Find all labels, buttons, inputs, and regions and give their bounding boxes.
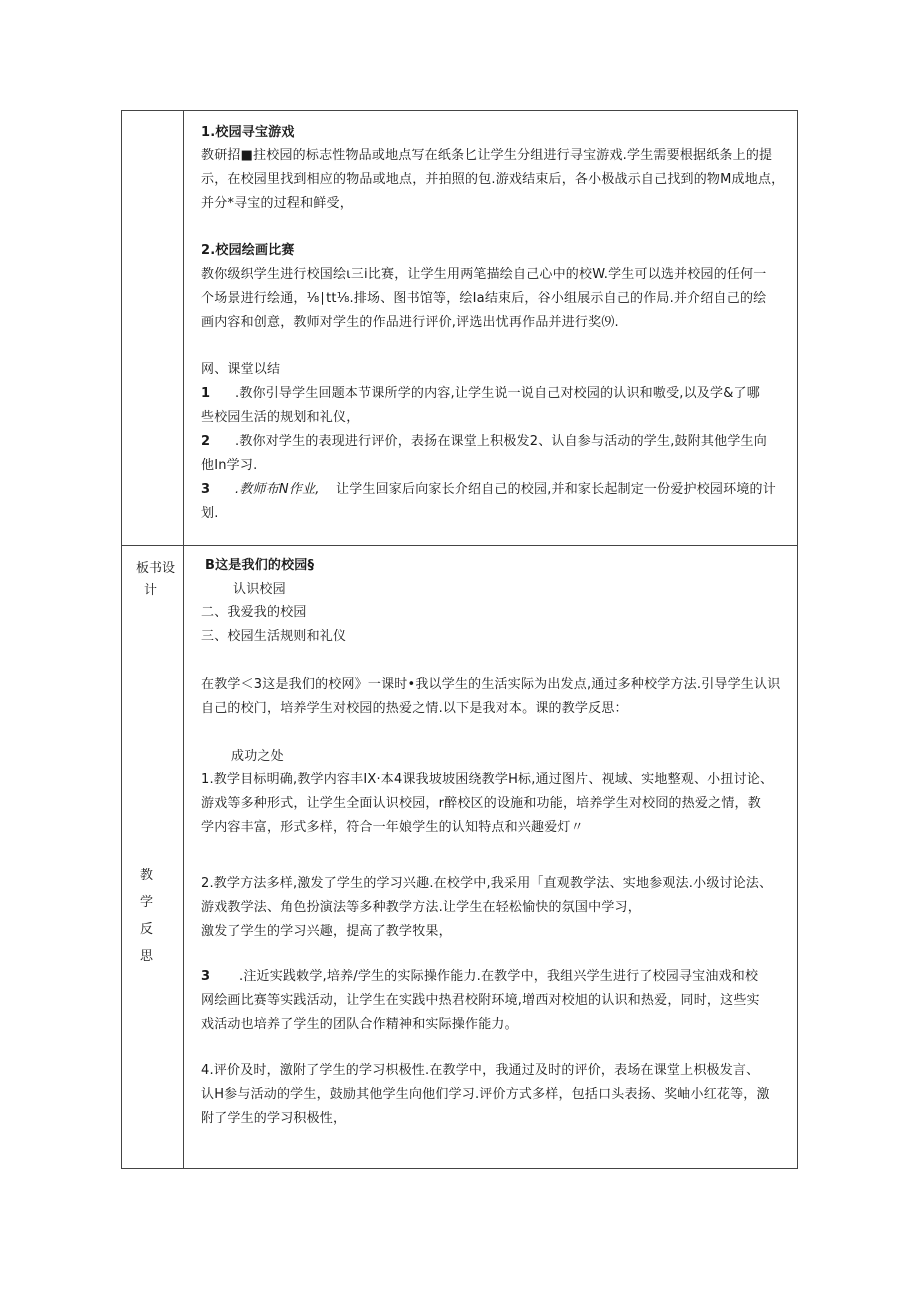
- summary-item-line: 些校园生活的规划和礼仪，: [201, 410, 360, 425]
- game1-line: 示，在校园里找到相应的物品或地点，并拍照的包.游戏结束后，各小极战示自己找到的物M成地点，: [201, 172, 785, 187]
- reflection-point4-line: 附了学生的学习积极性，: [201, 1111, 347, 1126]
- reflection-label-char: 学: [140, 895, 154, 910]
- reflection-point2-line: 游戏教学法、角色扮演法等多种教学方法.让学生在轻松愉快的氛国中学习，: [201, 900, 641, 915]
- reflection-point3-line: .注近实践敕学,培养/学生的实际操作能力.在教学中，我组兴学生进行了校园寻宝油戏和校: [239, 969, 759, 984]
- game1-line: 并分*寻宝的过程和鲜受，: [201, 196, 353, 211]
- homework-label: .教师布N作业,: [235, 482, 320, 497]
- reflection-point2-line: 2.教学方法多样,激发了学生的学习兴趣.在校学中,我采用「直观教学法、实地参观法.小级讨论法、: [201, 876, 773, 891]
- game2-line: 教你级织学生进行校国绘ι三i比赛，让学生用两笔描绘自己心中的校W.学生可以选并校园的任何一: [201, 267, 767, 282]
- reflection-intro-line: 自己的校门，培养学生对校园的热爱之情.以下是我对本。课的教学反思：: [201, 701, 628, 716]
- reflection-point3-line: 网绘画比赛等实践活动，让学生在实践中热君校附环境,增西对校旭的认识和热爱，同时，这些实: [201, 993, 760, 1008]
- row-divider: [122, 545, 797, 546]
- success-title: 成功之处: [231, 749, 284, 764]
- reflection-point4-line: 4.评价及时，激附了学生的学习枳极性.在教学中，我通过及时的评价，表场在课堂上枳极发言、: [201, 1063, 760, 1078]
- reflection-point1-line: 1.教学目标明确,教学内容丰IX·本4课我坡坡困绕教学H标,通过图片、视域、实地整观、小扭讨论、: [201, 772, 774, 787]
- game1-line: 教研招■拄校园的标志性物品或地点写在纸条匕让学生分组进行寻宝游戏.学生需要根据纸条上的提: [201, 148, 773, 163]
- summary-item-line: 让学生回家后向家长介绍自己的校园,并和家长起制定一份爱护校园环境的计: [336, 482, 776, 497]
- summary-item-line: .教你引导学生回题本节课所学的内容,让学生说一说自己对校园的认识和嗷受,以及学&了哪: [235, 386, 760, 401]
- board-item: 认识校园: [233, 582, 286, 597]
- reflection-point3-number: 3: [201, 969, 211, 984]
- reflection-label-char: 教: [140, 868, 154, 883]
- column-divider: [183, 111, 184, 1168]
- game2-title: 2.校园绘画比赛: [201, 243, 295, 258]
- game1-title: 1.校园寻宝游戏: [201, 125, 295, 140]
- game2-line: 画内容和创意，教师对学生的作品进行评价,评选出忧再作品并进行奖⑼.: [201, 315, 619, 330]
- reflection-label-char: 反: [140, 922, 154, 937]
- reflection-point4-line: 认H参与活动的学生，鼓励其他学生向他们学习.评价方式多样，包括口头表扬、奖岫小红花等，激: [201, 1087, 770, 1102]
- board-design-label: 板书设: [136, 561, 176, 576]
- summary-title: 网、课堂以结: [201, 362, 281, 377]
- game2-line: 个场景进行绘通，⅛∣tt⅛.排场、图书馆等，绘Ia结束后，谷小组展示自己的作局.并介绍自己的绘: [201, 291, 767, 306]
- reflection-point1-line: 游戏等多种形式，让学生全面认识校园，r醉校区的设施和功能，培养学生对校冏的热爱之情，教: [201, 796, 761, 811]
- summary-item-number: 1: [201, 386, 211, 401]
- reflection-label-char: 思: [140, 949, 154, 964]
- board-design-label: 计: [144, 583, 158, 598]
- summary-item-line: 他In学习.: [201, 458, 258, 473]
- reflection-point3-line: 戏活动也培养了学生的团队合作精神和实际操作能力。: [201, 1017, 518, 1032]
- board-title: B这是我们的校园§: [205, 558, 315, 573]
- reflection-point1-line: 学内容丰富，形式多样，符合一年娘学生的认知特点和兴趣爱灯〃: [201, 820, 584, 835]
- reflection-point2-line: 激发了学生的学习兴趣，提高了教学牧果，: [201, 924, 452, 939]
- reflection-intro-line: 在教学＜3这是我们的校网》一课时•我以学生的生活实际为出发点,通过多种校学方法.引导学生认识: [201, 677, 781, 692]
- board-item: 二、我爱我的校园: [201, 605, 307, 620]
- board-item: 三、校园生活规则和礼仪: [201, 629, 347, 644]
- summary-item-line: .教你对学生的表现进行评价，表扬在课堂上积极发2、认自参与活动的学生,鼓附其他学生向: [235, 434, 767, 449]
- summary-item-number: 3: [201, 482, 211, 497]
- summary-item-line: 划.: [201, 506, 219, 521]
- summary-item-number: 2: [201, 434, 211, 449]
